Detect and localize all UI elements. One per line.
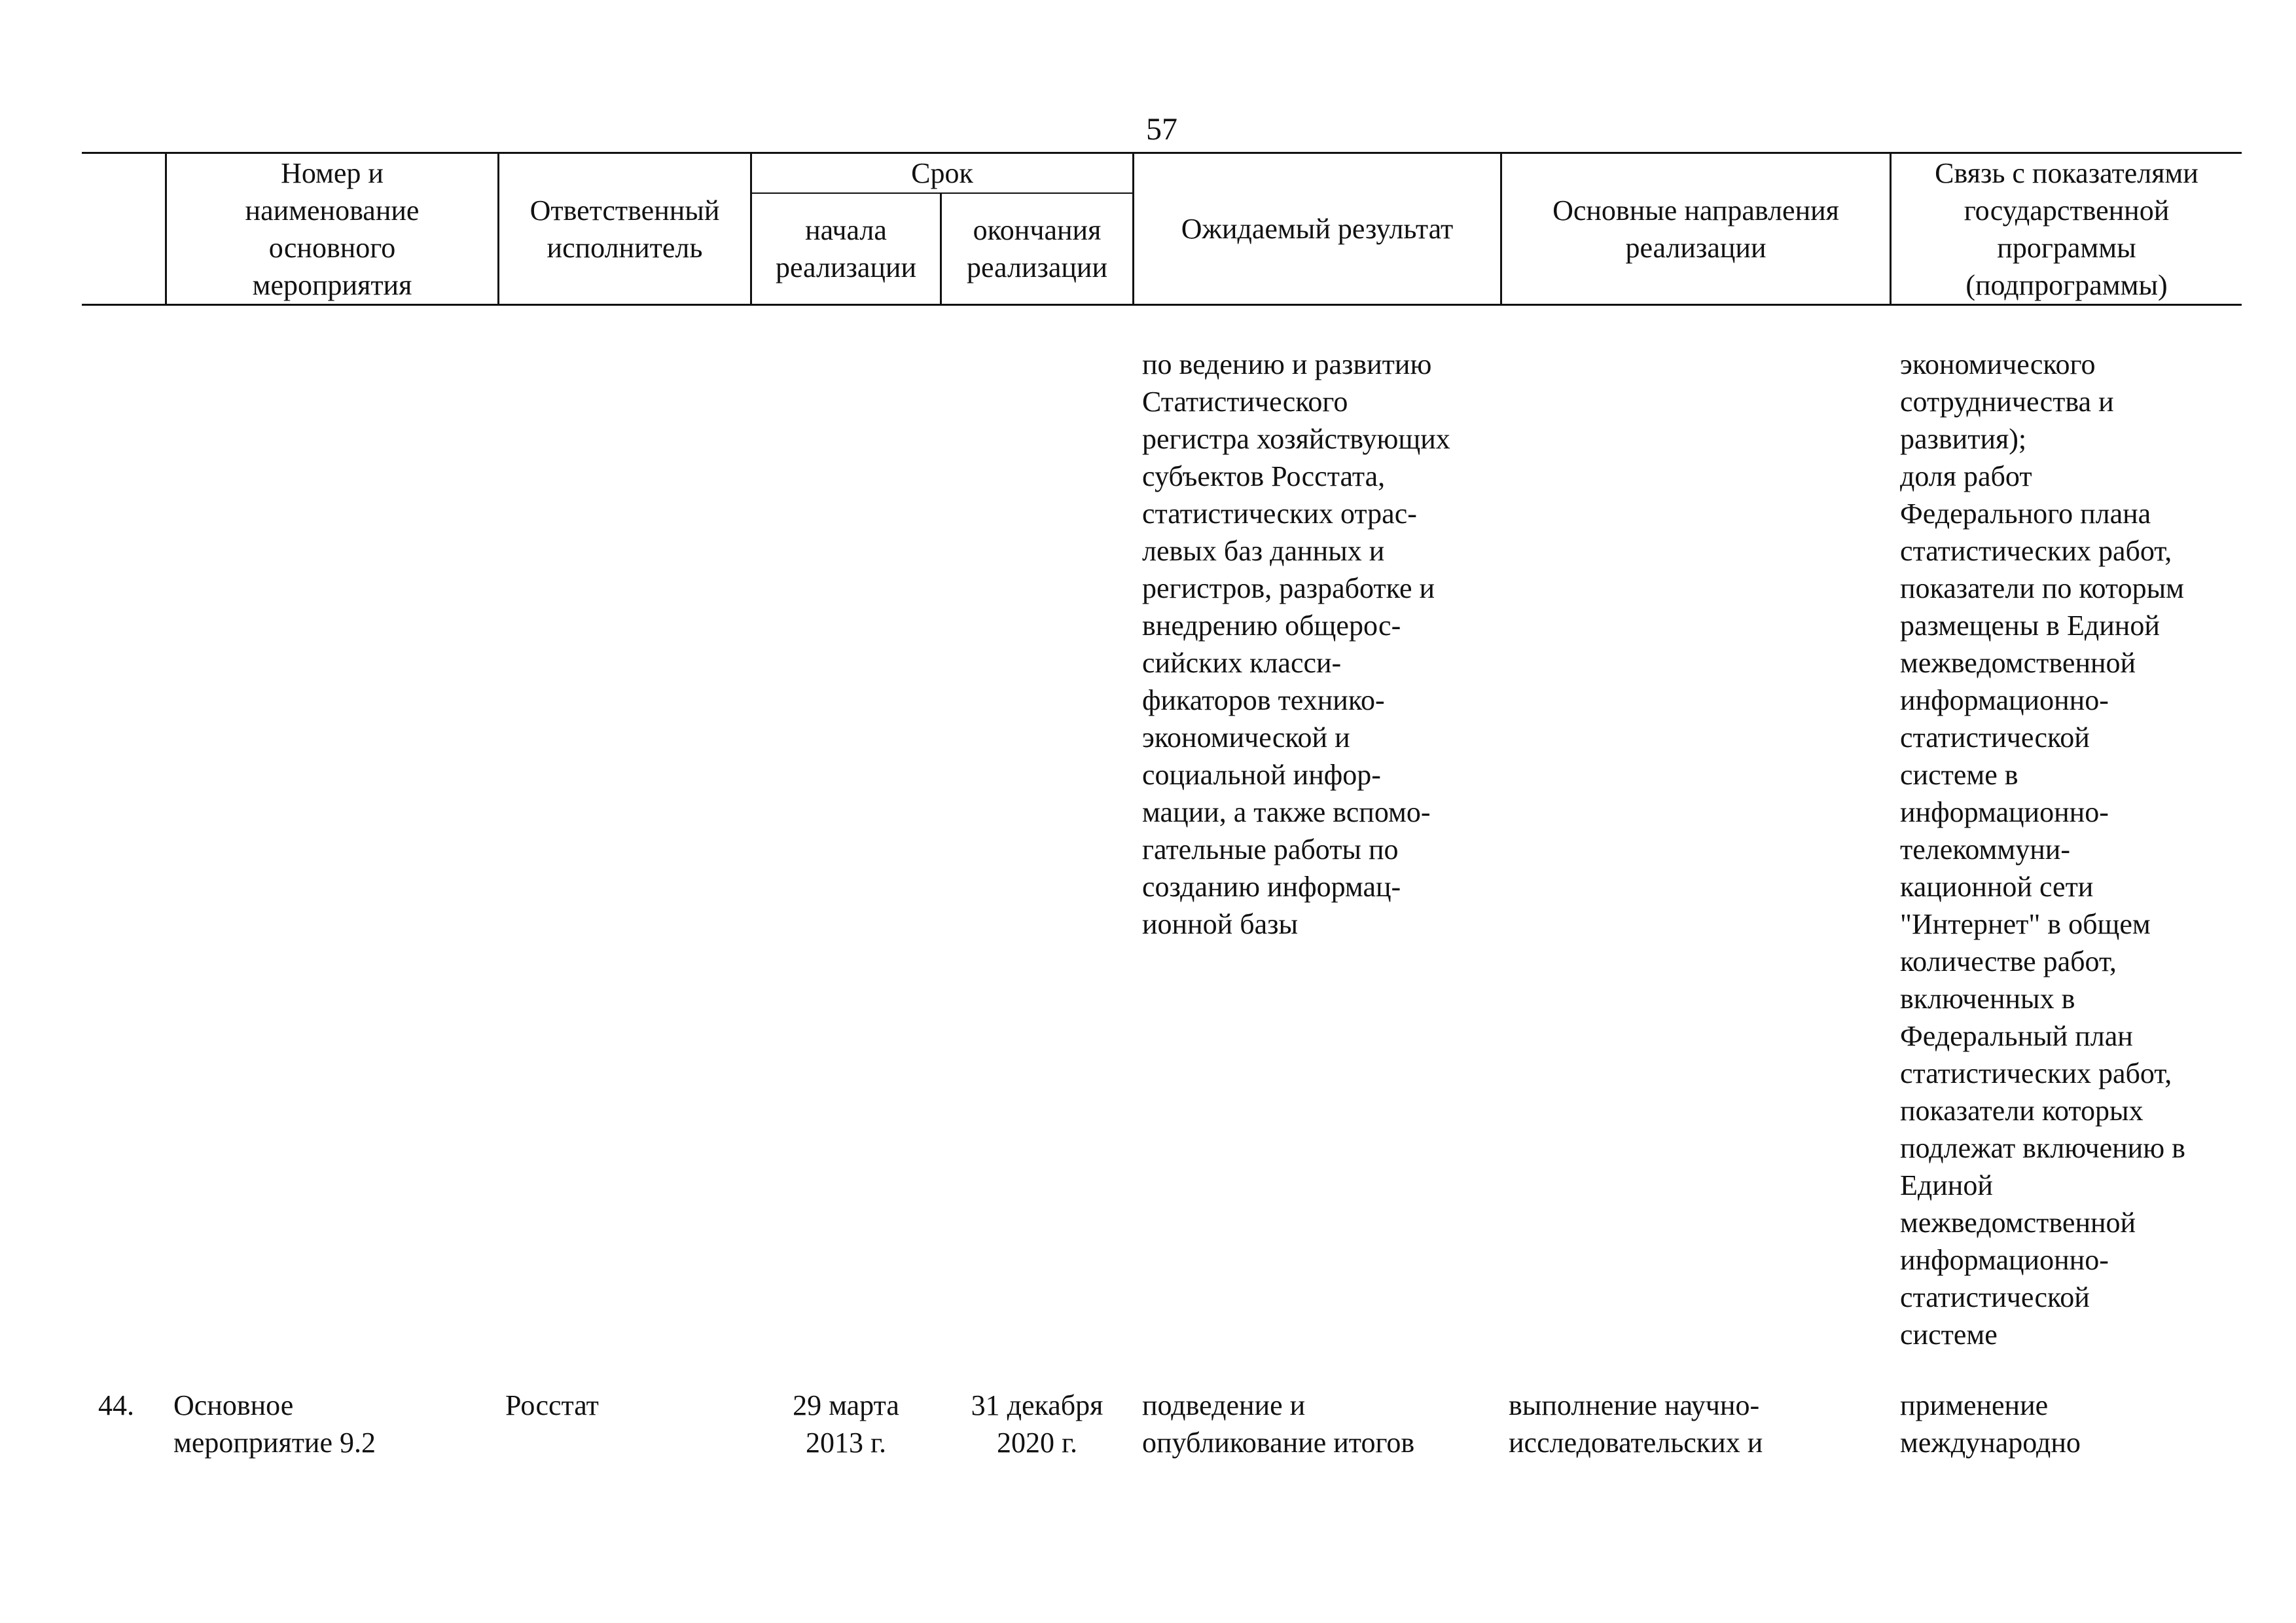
header-expected-result-text: Ожидаемый результат [1181,213,1454,245]
header-number-and-name-text: Номер и наименование основного мероприятия [245,156,420,301]
row-44-name: Основное мероприятие 9.2 [173,1389,376,1459]
header-indicators-link-text: Связь с показателями государственной программы (подпрограммы) [1935,156,2198,301]
row-44-executor: Росстат [505,1389,599,1421]
row-44-expected-result: подведение и опубликование итогов [1142,1389,1415,1459]
row-44-main-directions: выполнение научно- исследовательских и [1509,1389,1763,1459]
header-start-text: начала реализации [775,214,917,283]
header-main-directions [1502,154,1890,304]
continued-indicators-link: экономического сотрудничества и развития); доля работ Федерального плана статистических работ, показатели по которым размещены в Единой межведомственной информационно- статистической системе в информационно- телекоммуни- кационной сети "Интернет" в общем количестве работ, включенных в Федеральный план статистических работ, показатели которых подлежат включению в Единой межведомственной информационно- статистической системе [1900,348,2185,1351]
header-expected-result [1134,154,1500,304]
header-end [942,194,1132,304]
header-indicators-link [1892,154,2242,304]
table-header-bottom-border [82,304,2242,306]
page-number: 57 [1146,112,1177,147]
header-executor-text: Ответственный исполнитель [529,194,720,264]
row-44-end: 31 декабря 2020 г. [971,1389,1103,1459]
header-executor [499,154,750,304]
header-number-and-name [167,154,497,304]
header-main-directions-text: Основные направления реализации [1552,194,1839,264]
continued-expected-result: по ведению и развитию Статистического регистра хозяйствующих субъектов Росстата, статистических отрас- левых баз данных и регистров, разработке и внедрению общерос- сийских класси- фикаторов технико- экономической и социальной инфор- мации, а также вспомо- гательные работы по созданию информац- ионной базы [1142,348,1450,940]
header-term-text: Срок [911,157,973,189]
row-44-start: 29 марта 2013 г. [793,1389,899,1459]
header-end-text: окончания реализации [966,214,1108,283]
header-start [752,194,940,304]
header-term [752,154,1132,192]
row-44-indicators-link: применение международно [1900,1389,2081,1459]
row-44-number: 44. [98,1389,134,1421]
